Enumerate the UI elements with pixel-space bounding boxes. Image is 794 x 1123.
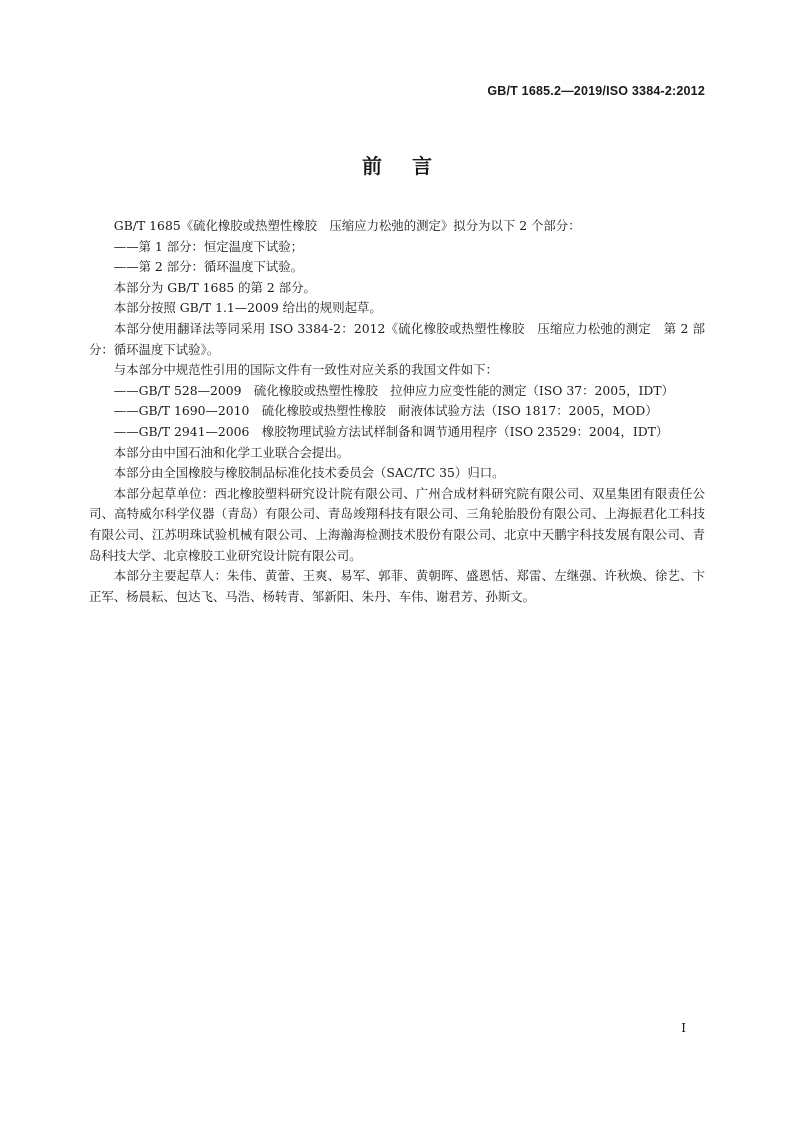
paragraph-drafting-units: 本部分起草单位：西北橡胶塑料研究设计院有限公司、广州合成材料研究院有限公司、双星集团有限责任公司、高特威尔科学仪器（青岛）有限公司、青岛竣翔科技有限公司、三角轮胎股份有限公司、上海振君化工科技有限公司、江苏明珠试验机械有限公司、上海瀚海检测技术股份有限公司、北京中天鹏宇科技发展有限公司、青岛科技大学、北京橡胶工业研究设计院有限公司。 [89, 485, 705, 563]
paragraph-part2: ——第 2 部分：循环温度下试验。 [113, 259, 304, 275]
paragraph-centralized-by: 本部分由全国橡胶与橡胶制品标准化技术委员会（SAC/TC 35）归口。 [113, 465, 505, 481]
paragraph-part1: ——第 1 部分：恒定温度下试验； [113, 238, 304, 254]
page-number: I [681, 1021, 686, 1035]
paragraph-references-intro: 与本部分中规范性引用的国际文件有一致性对应关系的我国文件如下： [113, 362, 498, 378]
page-title: 前言 [362, 154, 462, 178]
paragraph-ref-528: ——GB/T 528—2009 硫化橡胶或热塑性橡胶 拉伸应力应变性能的测定（ISO 37：2005，IDT） [113, 382, 674, 398]
paragraph-proposed-by: 本部分由中国石油和化学工业联合会提出。 [113, 444, 350, 460]
paragraph-ref-2941: ——GB/T 2941—2006 橡胶物理试验方法试样制备和调节通用程序（ISO 23529：2004，IDT） [113, 423, 669, 439]
paragraph-drafting-rules: 本部分按照 GB/T 1.1—2009 给出的规则起草。 [113, 300, 382, 316]
foreword-body [89, 216, 705, 607]
paragraph-adoption: 本部分使用翻译法等同采用 ISO 3384-2：2012《硫化橡胶或热塑性橡胶 压缩应力松弛的测定 第 2 部分：循环温度下试验》。 [89, 320, 705, 357]
paragraph-this-part: 本部分为 GB/T 1685 的第 2 部分。 [113, 279, 316, 295]
standard-code: GB/T 1685.2—2019/ISO 3384-2:2012 [487, 84, 705, 98]
paragraph-drafters: 本部分主要起草人：朱伟、黄蕾、王爽、易军、郭菲、黄朝晖、盛恩恬、郑雷、左继强、许秋焕、徐艺、卞正军、杨晨耘、包达飞、马浩、杨转青、邹新阳、朱丹、车伟、谢君芳、孙斯文。 [89, 568, 705, 604]
paragraph-intro: GB/T 1685《硫化橡胶或热塑性橡胶 压缩应力松弛的测定》拟分为以下 2 个部分： [113, 218, 581, 233]
paragraph-ref-1690: ——GB/T 1690—2010 硫化橡胶或热塑性橡胶 耐液体试验方法（ISO 1817：2005，MOD） [113, 403, 658, 419]
